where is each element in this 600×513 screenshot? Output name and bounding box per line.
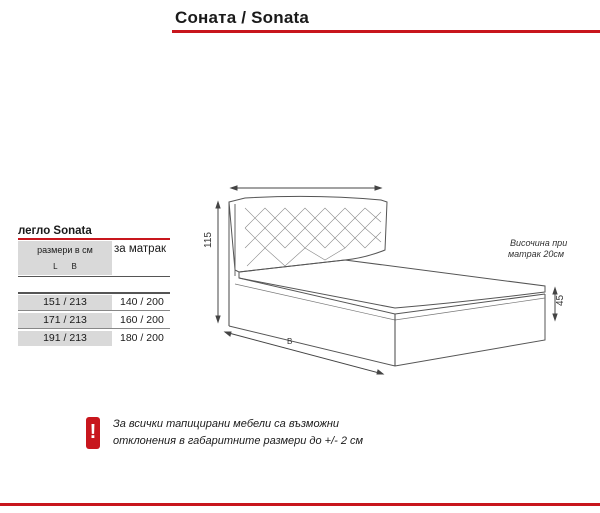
bed-size-cell: 151 / 213	[18, 295, 112, 310]
notice-line-1: За всички тапицирани мебели са възможни	[113, 418, 340, 430]
mattress-size-cell: 180 / 200	[120, 332, 164, 344]
table-row	[18, 295, 170, 310]
warning-badge	[86, 417, 100, 449]
exclamation-icon: !	[89, 421, 97, 443]
table-header-mattress: за матрак	[114, 243, 167, 255]
base-top-edge	[239, 278, 545, 314]
mattress-height-note-2: матрак 20см	[508, 249, 565, 259]
footer-divider	[0, 503, 600, 506]
row-divider	[18, 310, 170, 311]
arrowhead	[216, 202, 220, 208]
table-row	[18, 331, 170, 346]
table-header-sizes: размери в см	[37, 245, 93, 255]
bed-size-cell: 171 / 213	[18, 313, 112, 328]
bed-technical-drawing	[195, 180, 590, 380]
arrowhead	[225, 332, 231, 336]
arrowhead	[375, 186, 381, 190]
width-label: B	[287, 337, 293, 346]
arrowhead	[553, 288, 557, 294]
depth-dimension-line	[225, 332, 383, 374]
height-label: 115	[203, 232, 214, 248]
notice-line-2: отклонения в габаритните размери до +/- 2 см	[113, 435, 364, 447]
arrowhead	[231, 186, 237, 190]
bed-model-label: легло Sonata	[18, 225, 92, 237]
base-seam	[235, 284, 545, 320]
table-row	[18, 313, 170, 328]
bed-size-cell: 191 / 213	[18, 331, 112, 346]
arrowhead	[377, 370, 383, 374]
mattress	[239, 260, 545, 308]
table-header-divider	[18, 276, 170, 277]
mattress-height-note-1: Височина при	[510, 238, 568, 248]
page-title: Соната / Sonata	[175, 8, 310, 27]
table-body-divider	[18, 292, 170, 294]
table-top-divider	[18, 238, 170, 240]
mattress-size-cell: 160 / 200	[120, 314, 164, 326]
mattress-size-cell: 140 / 200	[120, 296, 164, 308]
title-divider	[172, 30, 600, 33]
base-height-label: 45	[555, 294, 566, 306]
row-divider	[18, 328, 170, 329]
arrowhead	[216, 316, 220, 322]
arrowhead	[553, 314, 557, 320]
table-header-lb: L B	[53, 262, 77, 271]
